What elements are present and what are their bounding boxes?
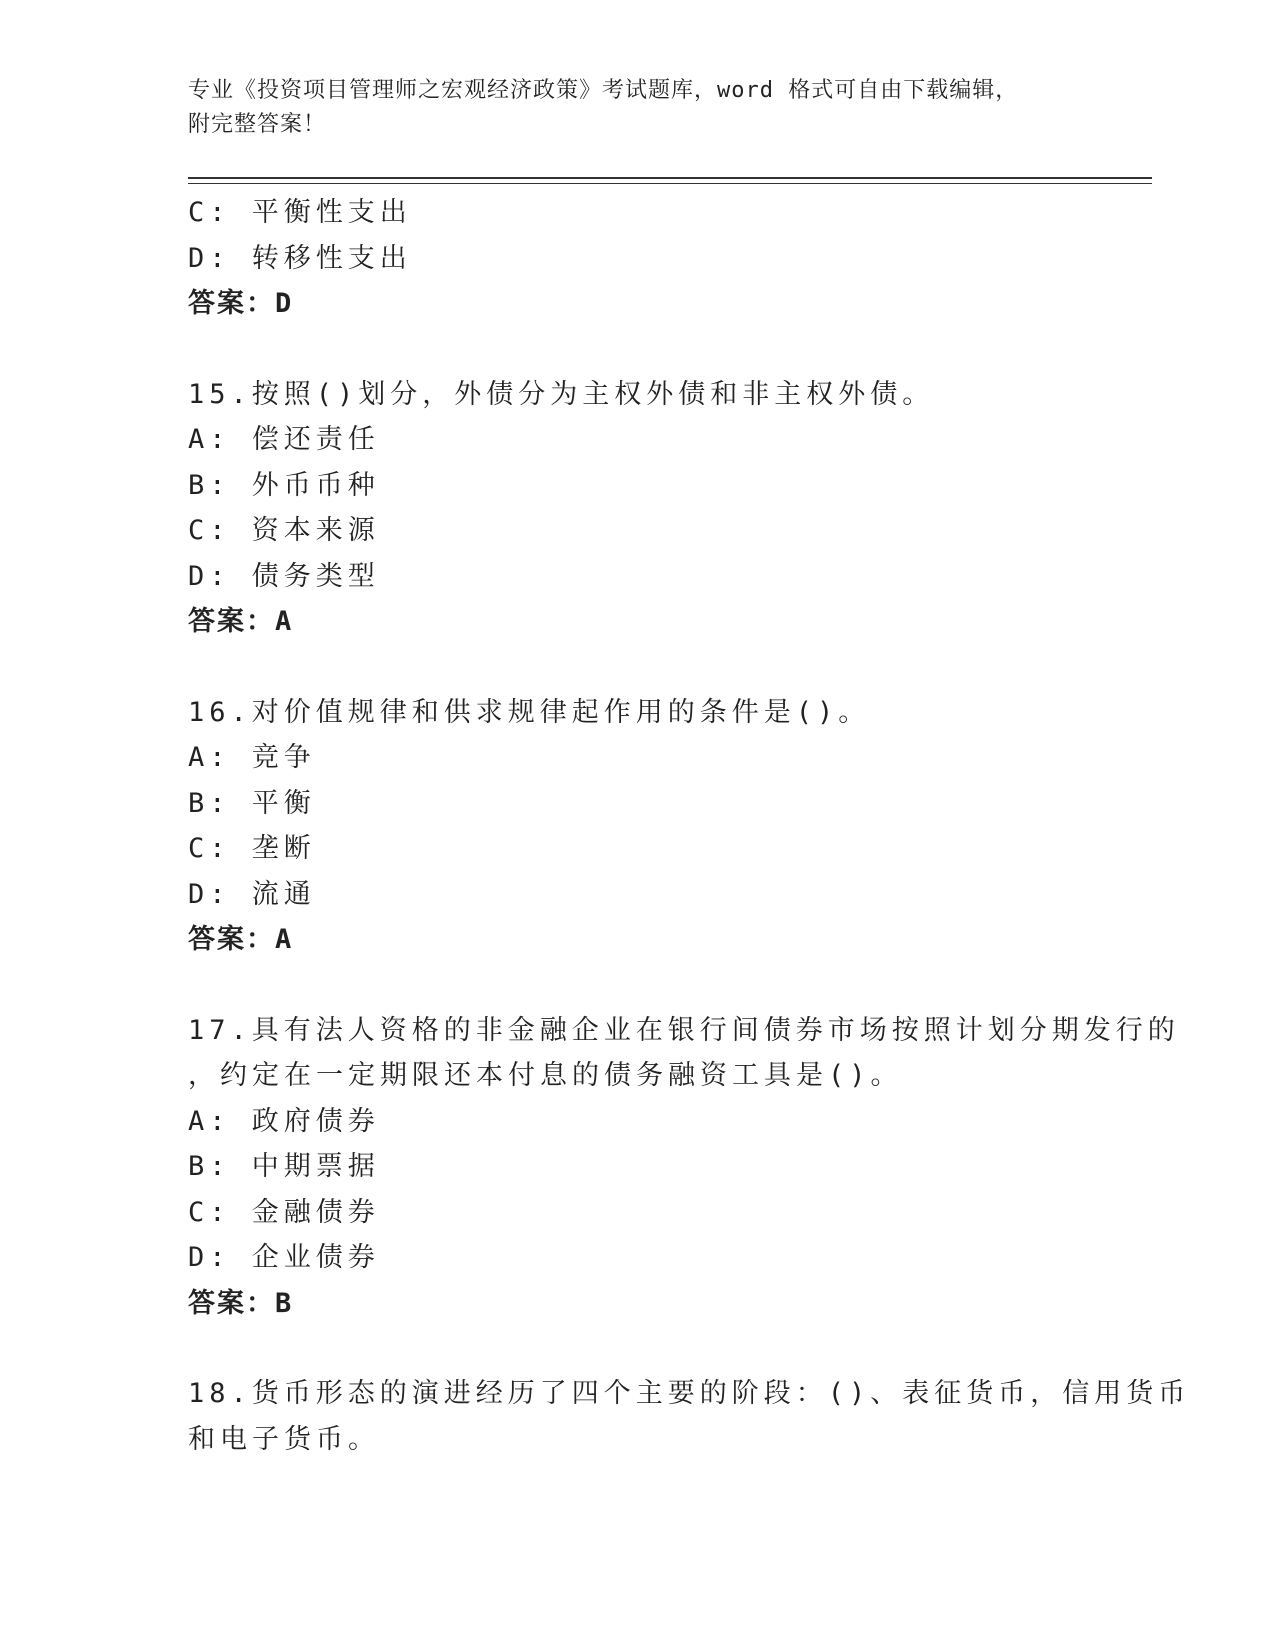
answer-line: 答案：D [188,288,294,319]
question-stem-continued: ，约定在一定期限还本付息的债务融资工具是()。 [188,1060,903,1091]
option-d: D: 企业债券 [188,1242,380,1273]
header-rule-thick [188,177,1152,179]
answer-line: 答案：A [188,924,294,955]
answer-line: 答案：B [188,1287,294,1319]
option-d: D: 债务类型 [188,560,380,592]
option-b: B: 中期票据 [188,1151,380,1182]
option-b: B: 外币币种 [188,469,380,501]
option-c: C: 平衡性支出 [188,197,412,228]
option-d: D: 流通 [188,878,316,910]
question-stem-continued: 和电子货币。 [188,1423,380,1455]
question-stem: 17.具有法人资格的非金融企业在银行间债券市场按照计划分期发行的 [188,1014,1180,1046]
option-c: C: 资本来源 [188,515,380,546]
answer-line: 答案：A [188,606,294,637]
option-a: A: 竞争 [188,742,316,773]
question-15 [188,372,1088,645]
document-header [188,74,1068,142]
option-a: A: 政府债券 [188,1105,380,1137]
question-16 [188,690,1088,963]
header-rule-thin [188,183,1152,184]
question-list [188,190,1191,1462]
option-a: A: 偿还责任 [188,424,380,455]
option-d: D: 转移性支出 [188,242,412,274]
question-stem: 15.按照()划分，外债分为主权外债和非主权外债。 [188,378,935,410]
option-c: C: 金融债券 [188,1196,380,1228]
question-stem: 18.货币形态的演进经历了四个主要的阶段：()、表征货币，信用货币 [188,1378,1191,1409]
option-b: B: 平衡 [188,787,316,819]
option-c: C: 垄断 [188,833,316,864]
question-18 [188,1371,1191,1462]
question-14-tail [188,190,1088,327]
header-line-2: 附完整答案！ [188,112,327,137]
header-line-1: 专业《投资项目管理师之宏观经济政策》考试题库，word 格式可自由下载编辑， [188,78,1019,103]
question-stem: 16.对价值规律和供求规律起作用的条件是()。 [188,696,871,728]
question-17 [188,1008,1180,1327]
